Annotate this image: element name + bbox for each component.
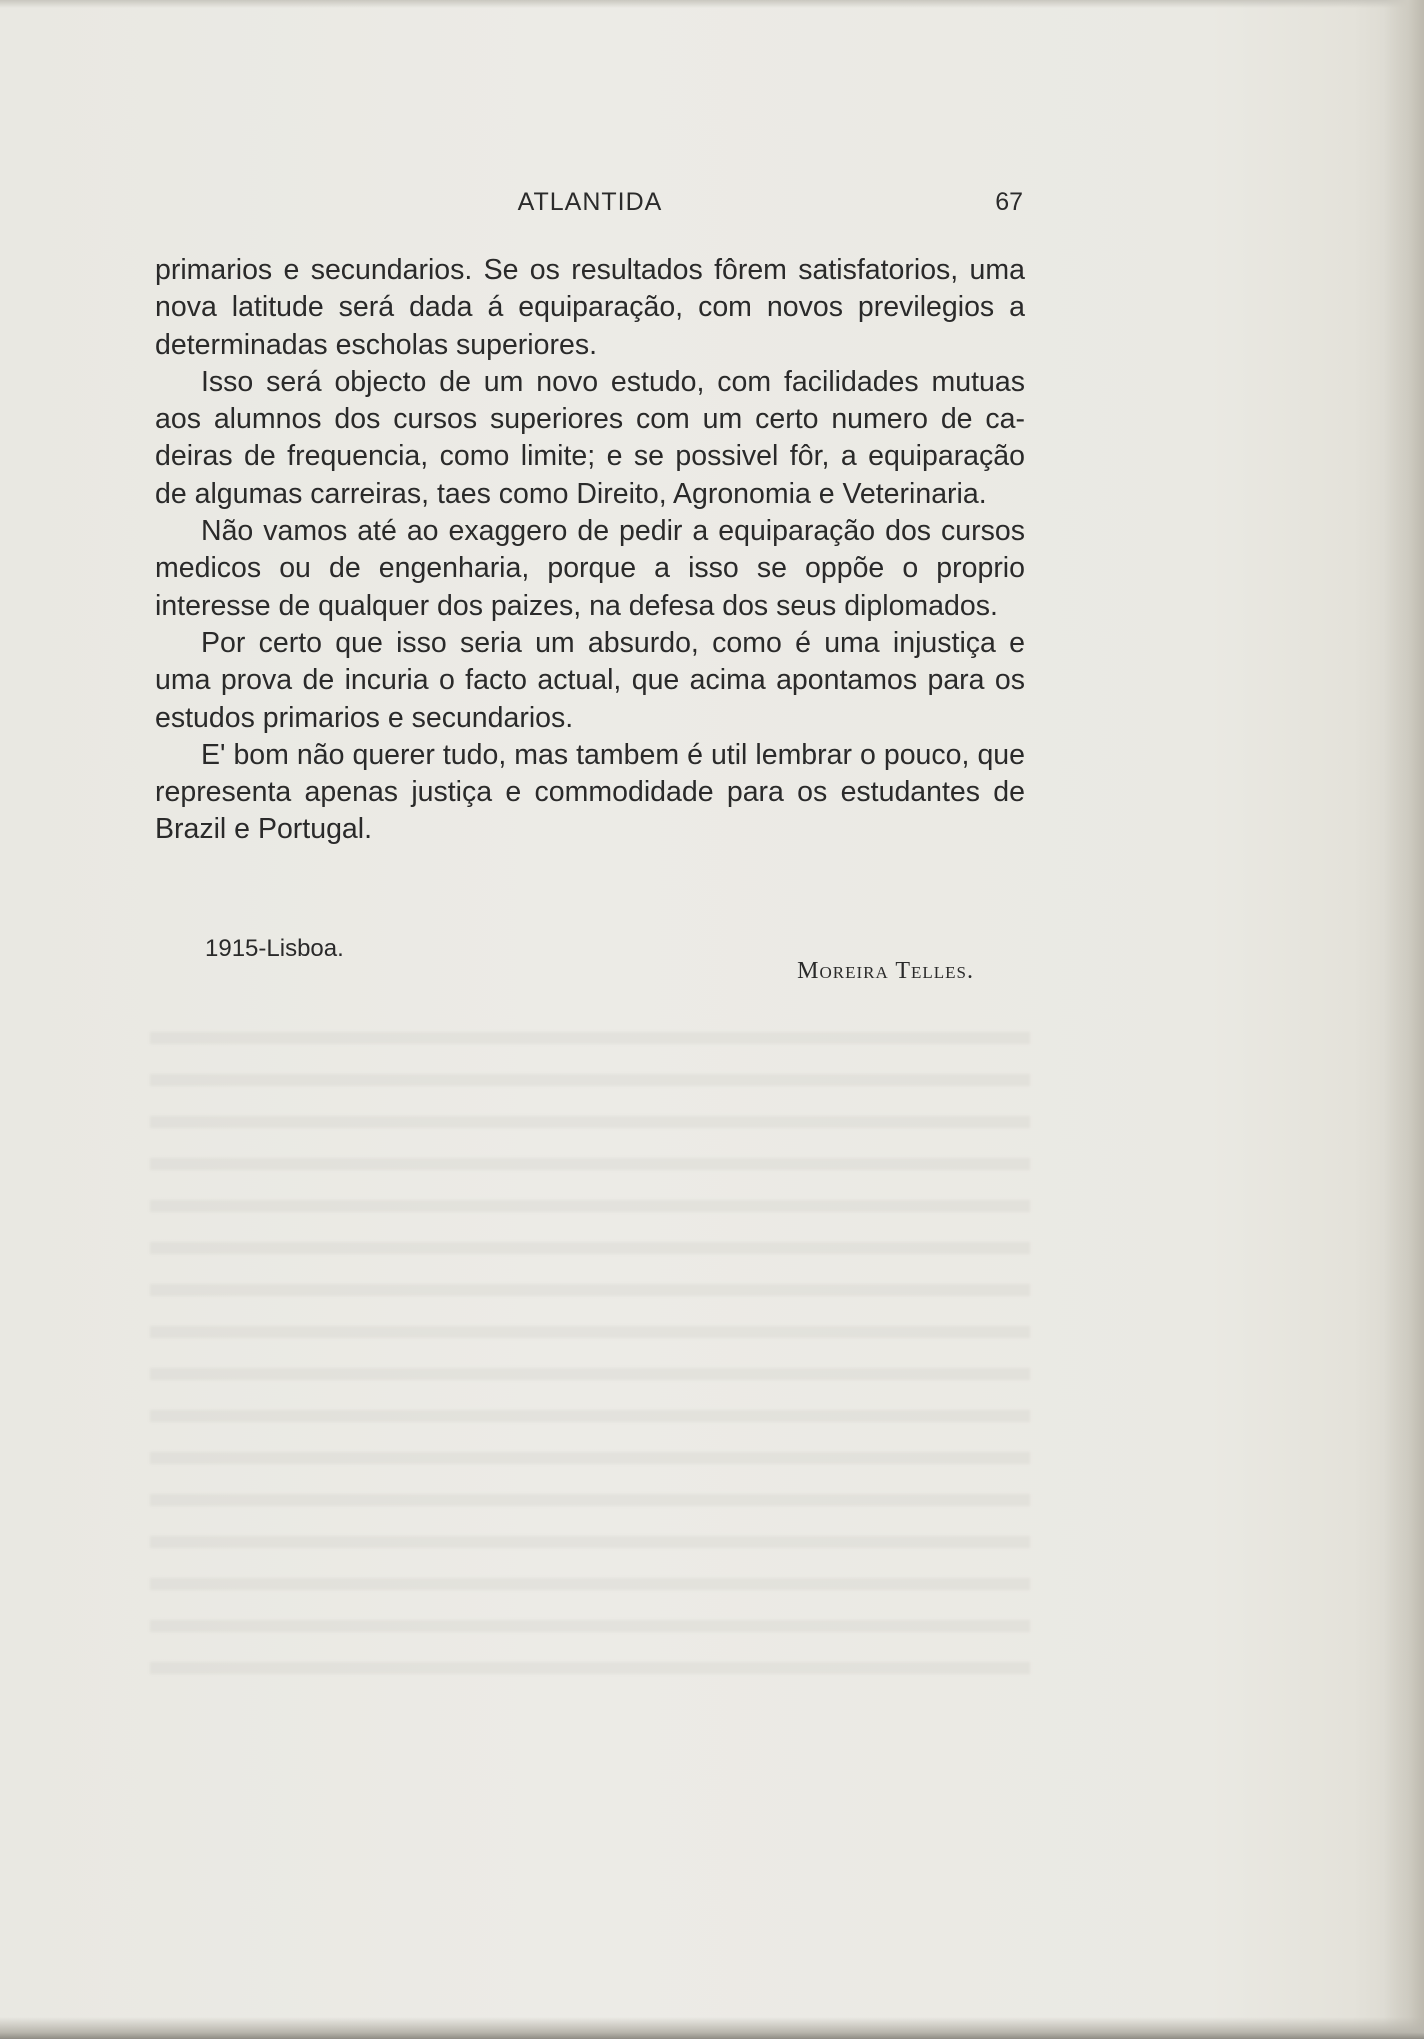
author-signature: Moreira Telles. [797, 958, 974, 984]
paragraph: E' bom não querer tudo, mas tambem é util lembrar o pouco, que representa apenas justiça e commodidade para os estudantes de Brazil e Portugal. [155, 738, 1025, 846]
bleed-through-text [150, 1010, 1030, 1680]
paragraph: primarios e secundarios. Se os resultados fôrem satisfatorios, uma nova latitude será dada á equiparação, com novos previlegios a determinadas escholas superiores. [155, 254, 1025, 361]
paragraph: Não vamos até ao exaggero de pedir a equiparação dos cursos medicos ou de engenharia, porque a isso se oppõe o proprio interesse de qualquer dos paizes, na defesa dos seus diplomados. [155, 515, 1025, 622]
page-right-edge [1384, 0, 1424, 2039]
page-top-edge [0, 0, 1424, 8]
page-bottom-edge [0, 2017, 1424, 2039]
running-title: ATLANTIDA [517, 188, 663, 216]
paragraph: Por certo que isso seria um absurdo, como é uma injustiça e uma prova de incuria o facto actual, que acima apontamos para os estudos primarios e secundarios. [155, 626, 1025, 734]
paragraph: Isso será objecto de um novo estudo, com facilidades mutuas aos alumnos dos cursos superiores com um certo numero de cadeiras de frequencia, como limite; e se possivel fôr, a equiparação de algumas carreiras, taes como Direito, Agronomia e Veterinaria. [155, 365, 1025, 510]
page-number: 67 [995, 188, 1023, 216]
running-header [155, 188, 1025, 224]
dateline: 1915-Lisboa. [205, 935, 344, 962]
article-body [155, 252, 1025, 849]
